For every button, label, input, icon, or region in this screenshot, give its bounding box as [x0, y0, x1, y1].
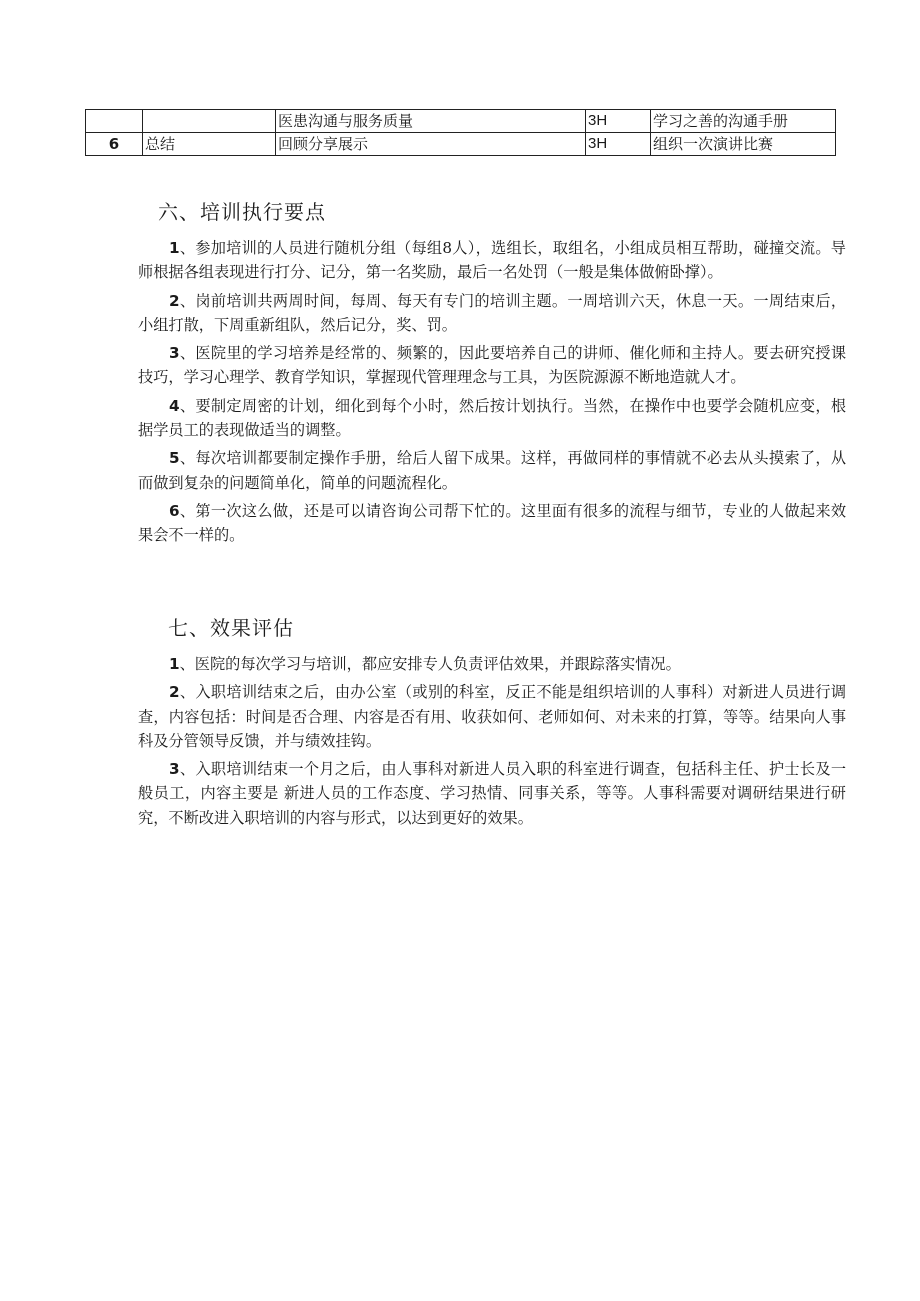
- item-number: 2: [169, 291, 180, 310]
- list-item: [138, 394, 846, 443]
- item-number: 3: [169, 344, 180, 363]
- list-item: [138, 652, 846, 676]
- item-text: 、第一次这么做，还是可以请咨询公司帮下忙的。这里面有很多的流程与细节，专业的人做起来效果会不一样的。: [138, 501, 846, 545]
- method-cell: 组织一次演讲比赛: [651, 133, 836, 156]
- item-text: 、医院里的学习培养是经常的、频繁的，因此要培养自己的讲师、催化师和主持人。要去研究授课技巧，学习心理学、教育学知识，掌握现代管理理念与工具，为医院源源不断地造就人才。: [138, 344, 846, 387]
- item-number: 2: [169, 683, 180, 702]
- section-7-heading: 七、效果评估: [168, 616, 294, 640]
- item-number: 1: [169, 655, 180, 673]
- hours-cell: 3H: [586, 133, 651, 156]
- item-number: 3: [169, 760, 180, 779]
- row-number-cell: 6: [86, 133, 143, 156]
- item-text: 、入职培训结束一个月之后，由人事科对新进人员入职的科室进行调查，包括科主任、护士长及一般员工，内容主要是 新进人员的工作态度、学习热情、同事关系，等等。人事科需要对调研结果进行研究，不断改进入职培训的内容与形式，以达到更好的效果。: [138, 760, 846, 827]
- section-6-heading: 六、培训执行要点: [158, 200, 326, 224]
- section-7-body: [138, 652, 846, 834]
- training-schedule-table: [85, 109, 836, 156]
- list-item: [138, 680, 846, 753]
- list-item: [138, 757, 846, 830]
- list-item: [138, 446, 846, 495]
- list-item: [138, 289, 846, 338]
- item-text: 、参加培训的人员进行随机分组（每组8人），选组长，取组名，小组成员相互帮助，碰撞交流。导师根据各组表现进行打分、记分，第一名奖励，最后一名处罚（一般是集体做俯卧撑）。: [138, 239, 846, 282]
- topic-cell: [143, 110, 276, 133]
- hours-cell: 3H: [586, 110, 651, 133]
- list-item: [138, 236, 846, 285]
- list-item: [138, 499, 846, 548]
- item-text: 、入职培训结束之后，由办公室（或别的科室，反正不能是组织培训的人事科）对新进人员进行调查，内容包括：时间是否合理、内容是否有用、收获如何、老师如何、对未来的打算，等等。结果向人事科及分管领导反馈，并与绩效挂钩。: [138, 683, 846, 750]
- item-text: 、每次培训都要制定操作手册，给后人留下成果。这样，再做同样的事情就不必去从头摸索了，从而做到复杂的问题简单化，简单的问题流程化。: [138, 449, 846, 492]
- method-cell: 学习之善的沟通手册: [651, 110, 836, 133]
- section-6-body: [138, 236, 846, 552]
- table-row: [86, 110, 836, 133]
- row-number-cell: [86, 110, 143, 133]
- item-number: 4: [169, 396, 180, 415]
- list-item: [138, 341, 846, 390]
- item-number: 5: [169, 449, 180, 468]
- item-text: 、要制定周密的计划，细化到每个小时，然后按计划执行。当然，在操作中也要学会随机应变，根据学员工的表现做适当的调整。: [138, 396, 846, 440]
- item-text: 、医院的每次学习与培训，都应安排专人负责评估效果，并跟踪落实情况。: [179, 655, 681, 673]
- item-number: 6: [169, 501, 180, 520]
- table-row: [86, 133, 836, 156]
- topic-cell: 总结: [143, 133, 276, 156]
- item-text: 、岗前培训共两周时间，每周、每天有专门的培训主题。一周培训六天，休息一天。一周结束后，小组打散，下周重新组队，然后记分，奖、罚。: [138, 291, 846, 334]
- item-number: 1: [169, 239, 180, 257]
- content-cell: 回顾分享展示: [276, 133, 586, 156]
- content-cell: 医患沟通与服务质量: [276, 110, 586, 133]
